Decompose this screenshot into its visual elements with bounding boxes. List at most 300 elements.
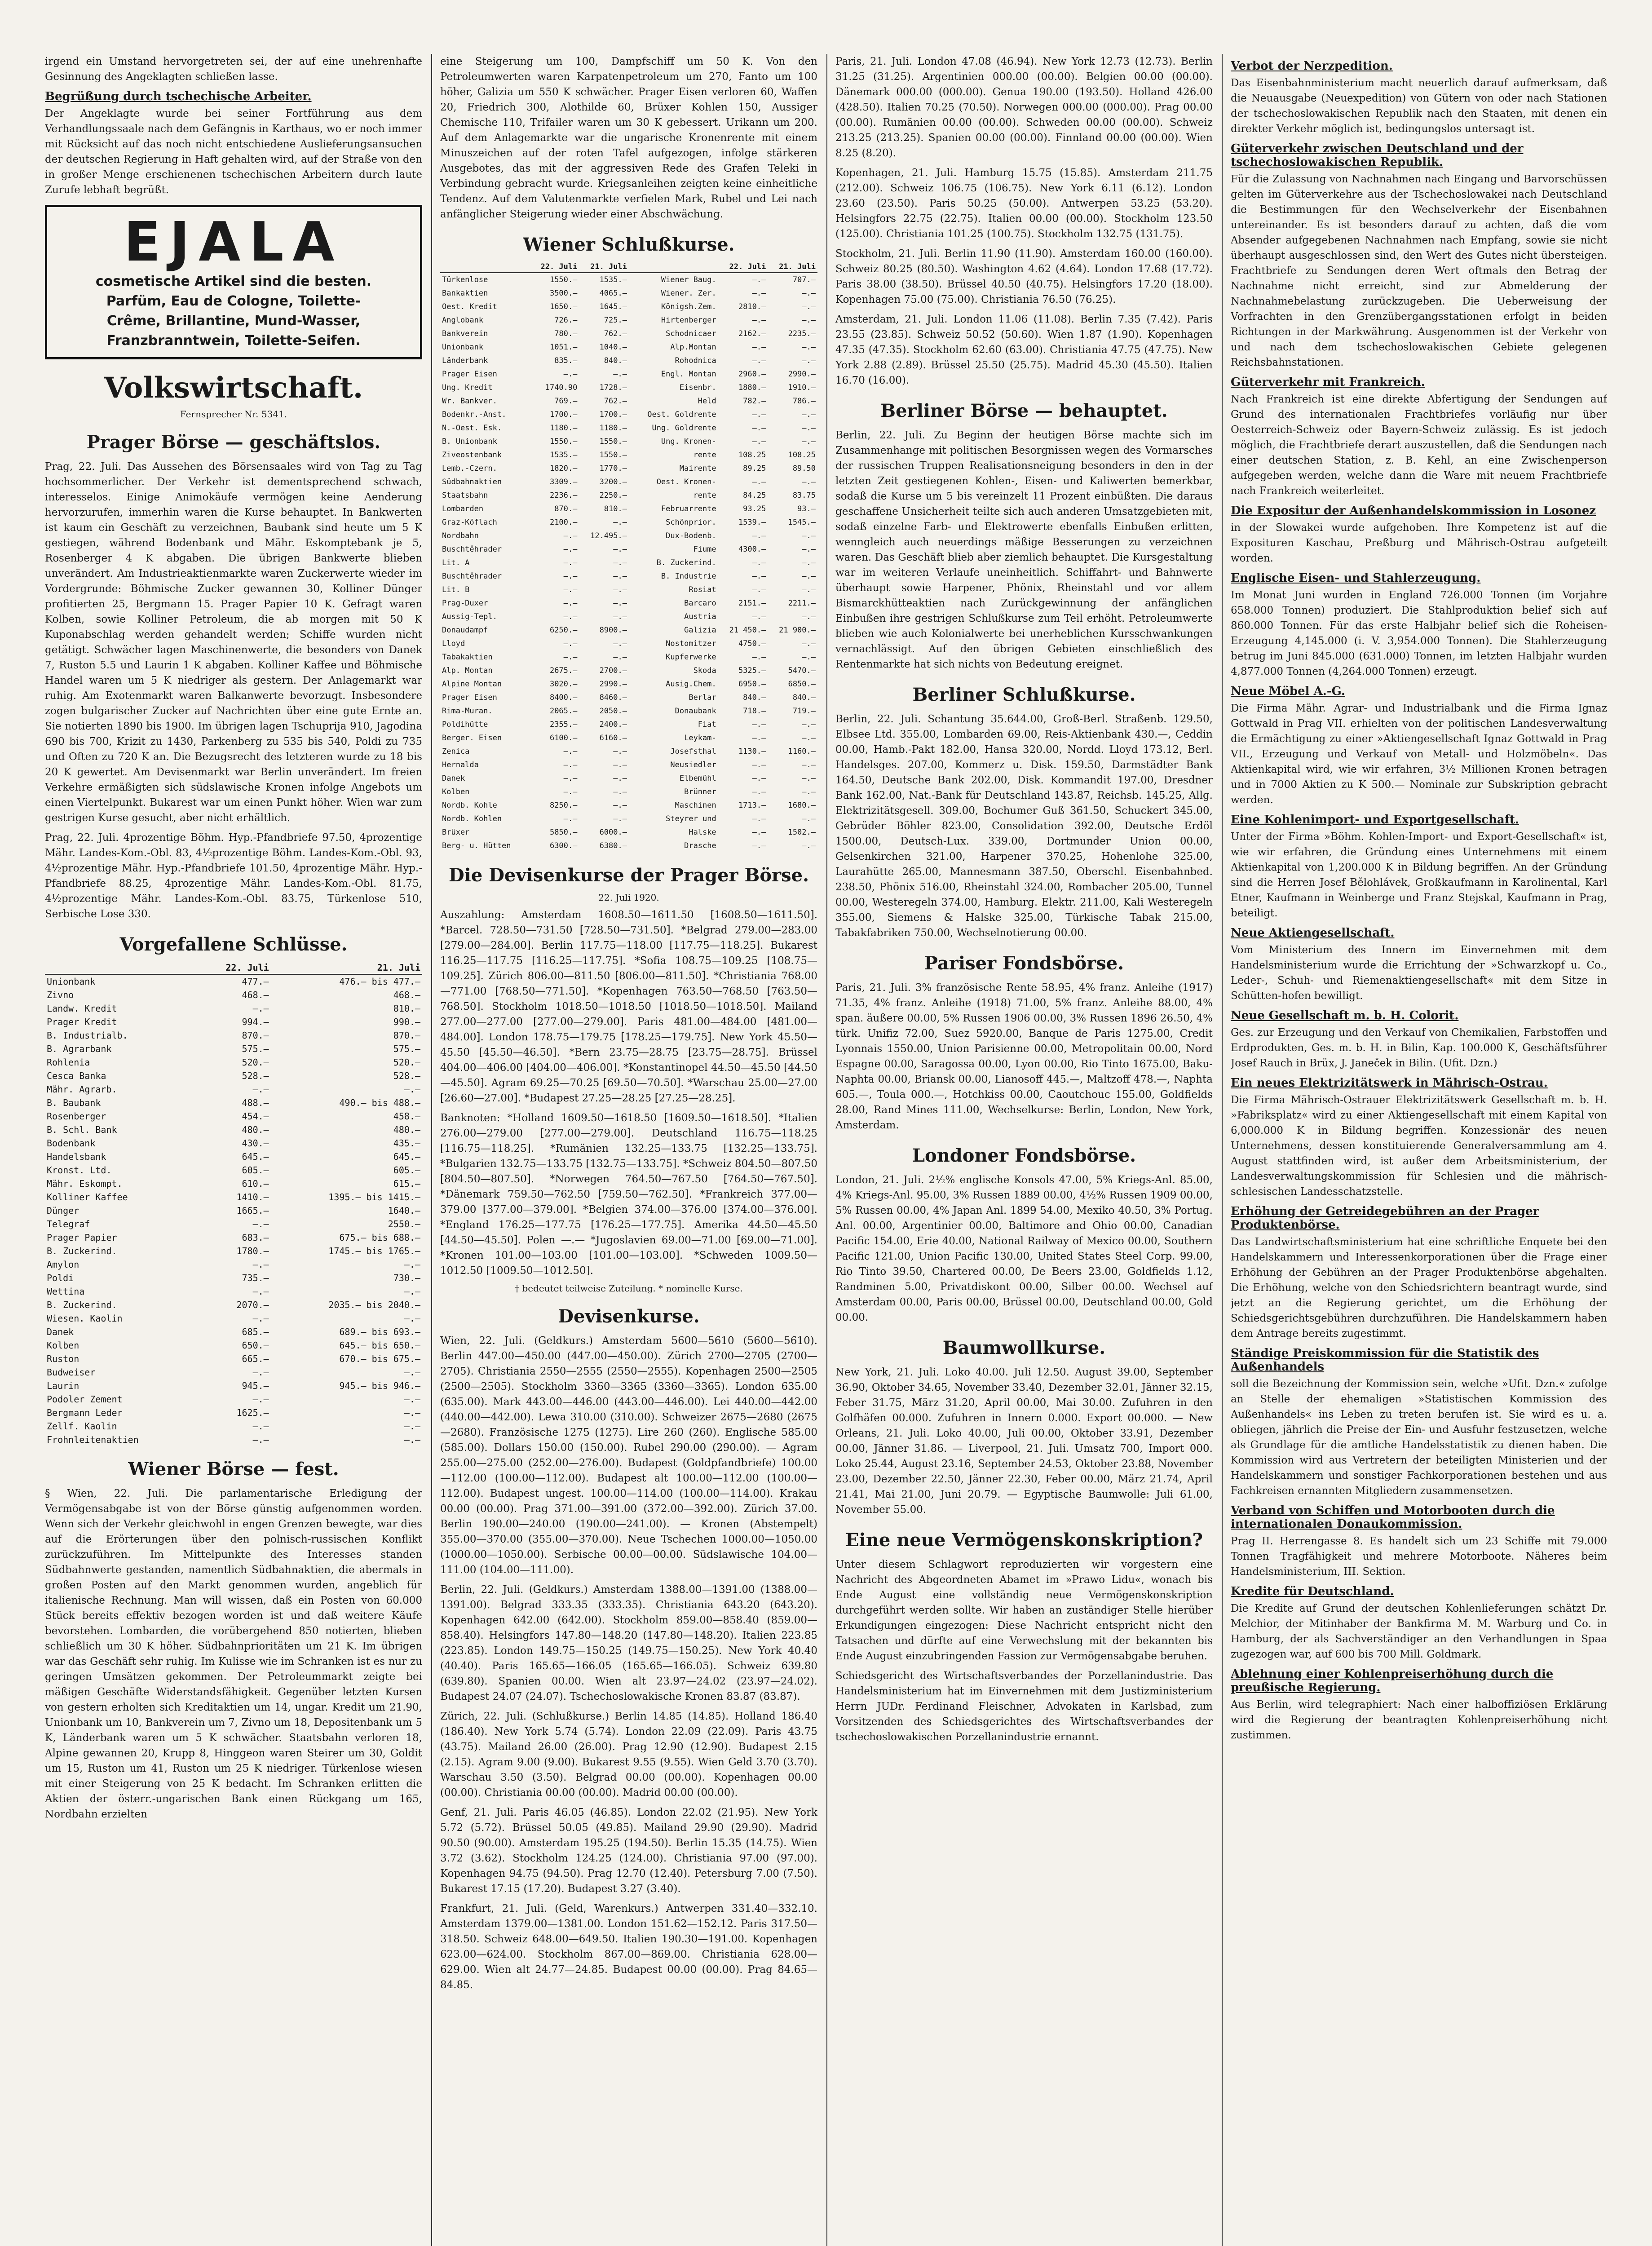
konskription-text: Unter diesem Schlagwort reproduzierten wir vorgestern eine Nachricht des Abgeordneten Abamet im »Prawo Lidu«, wonach bis Ende August eine vollständig neue Vermögenskonskription durchgeführt werden sollte. Wir haben an zuständiger Stelle hierüber Erkundigungen eingezogen: Diese Nachricht entspricht nicht den Tatsachen und dürfte auf eine Verwechslung mit der bekannten bis Ende August einzubringenden Fassion zur Vermögensabgabe beruhen. <box>835 1559 1213 1662</box>
table-cell: —.— <box>802 545 816 554</box>
table-cell: Prager Papier <box>47 1232 117 1243</box>
table-cell: Neusiedler <box>670 760 716 769</box>
table-row <box>440 597 817 610</box>
table-cell: Poldihütte <box>442 720 488 729</box>
table-cell: 488.— <box>242 1097 269 1108</box>
table-cell: 1640.— <box>388 1205 420 1216</box>
table-row <box>440 799 817 812</box>
closing-headline: Vorgefallene Schlüsse. <box>119 934 348 955</box>
table-cell: Oest. Goldrente <box>647 410 716 419</box>
pariser-headline: Pariser Fondsbörse. <box>924 953 1124 974</box>
table-cell: 477.— <box>242 976 269 987</box>
table-cell: —.— <box>563 814 578 823</box>
column-rule <box>431 54 432 2246</box>
table-cell: —.— <box>563 760 578 769</box>
table-row <box>440 664 817 677</box>
table-row <box>45 1083 422 1096</box>
table-cell: Austria <box>684 612 716 621</box>
table-row <box>440 367 817 381</box>
table-cell: 1645.— <box>599 302 627 311</box>
ad-line: Parfüm, Eau de Cologne, Toilette- <box>106 293 361 309</box>
table-row <box>45 1015 422 1029</box>
table-cell: 2675.— <box>549 666 578 675</box>
table-cell: 2035.— bis 2040.— <box>328 1300 420 1310</box>
table-cell: —.— <box>752 828 766 837</box>
table-cell: 945.— <box>242 1380 269 1391</box>
table-cell: 108.25 <box>788 451 816 460</box>
table-cell: 480.— <box>242 1124 269 1135</box>
article-headline: Neue Gesellschaft m. b. H. Colorit. <box>1231 1009 1459 1022</box>
table-cell: Handelsbank <box>47 1151 106 1162</box>
table-row <box>45 1163 422 1177</box>
table-cell: 1745.— bis 1765.— <box>328 1246 420 1256</box>
table-header-cell: 22. Juli <box>530 261 579 273</box>
intro-text: irgend ein Umstand hervorgetreten sei, der auf eine unehrenhafte Gesinnung des Angeklagten schließen lasse. <box>45 56 422 83</box>
table-row <box>45 1379 422 1393</box>
table-cell: 645.— bis 650.— <box>339 1340 420 1351</box>
table-cell: Wiener Baug. <box>661 275 716 284</box>
table-cell: Rohodnica <box>675 356 716 365</box>
table-cell: 1160.— <box>788 747 816 756</box>
table-row <box>440 462 817 475</box>
table-row <box>45 1285 422 1298</box>
table-cell: 1051.— <box>549 343 578 352</box>
article-headline: Ablehnung einer Kohlenpreiserhöhung durch die preußische Regierung. <box>1231 1667 1554 1694</box>
table-cell: —.— <box>752 787 766 796</box>
table-cell: 1820.— <box>549 464 578 473</box>
table-cell: —.— <box>802 612 816 621</box>
table-row <box>440 623 817 637</box>
table-cell: Bankaktien <box>442 289 488 298</box>
table-cell: —.— <box>802 531 816 540</box>
table-cell: —.— <box>802 356 816 365</box>
table-row <box>45 1217 422 1231</box>
kopenhagen-text: Kopenhagen, 21. Juli. Hamburg 15.75 (15.85). Amsterdam 211.75 (212.00). Schweiz 106.75 (106.75). New York 6.11 (6.12). London 23.60 (23.50). Paris 50.25 (50.00). Antwerpen 53.25 (53.20). Helsingfors 22.75 (22.75). Italien 00.00 (00.00). Stockholm 123.50 (125.00). Christiania 101.25 (100.75). Stockholm 132.75 (131.75). <box>835 167 1213 240</box>
devisen2-headline: Devisenkurse. <box>558 1306 700 1327</box>
table-cell: Buschtěhrader <box>442 572 502 581</box>
table-cell: 683.— <box>242 1232 269 1243</box>
table-cell: Zellf. Kaolin <box>47 1421 117 1432</box>
table-cell: Hernalda <box>442 760 479 769</box>
table-cell: Lit. B <box>442 585 470 594</box>
table-cell: Nordb. Kohle <box>442 801 497 810</box>
table-cell: —.— <box>802 653 816 662</box>
table-cell: 810.— <box>604 504 627 513</box>
table-cell: —.— <box>802 410 816 419</box>
table-row <box>440 543 817 556</box>
table-cell: —.— <box>752 841 766 850</box>
table-cell: 6250.— <box>549 626 578 635</box>
table-cell: 762.— <box>604 397 627 406</box>
amsterdam-text: Amsterdam, 21. Juli. London 11.06 (11.08). Berlin 7.35 (7.42). Paris 23.55 (23.85). Schweiz 50.52 (50.60). Wien 1.87 (1.90). Kopenhagen 47.35 (47.35). Stockholm 62.60 (63.00). Christiania 47.75 (47.75). New York 2.88 (2.89). Brüssel 25.50 (25.75). Madrid 45.30 (45.50). Italien 16.70 (16.00). <box>835 314 1213 386</box>
table-cell: —.— <box>563 531 578 540</box>
table-row <box>45 1029 422 1042</box>
table-cell: —.— <box>802 787 816 796</box>
table-cell: 780.— <box>554 329 578 338</box>
table-row <box>440 287 817 300</box>
table-cell: Rosenberger <box>47 1111 106 1122</box>
table-cell: 1550.— <box>599 451 627 460</box>
table-cell: 490.— bis 488.— <box>339 1097 420 1108</box>
table-cell: Dux-Bodenb. <box>666 531 716 540</box>
table-cell: Berger. Eisen <box>442 734 502 743</box>
table-cell: N.-Oest. Esk. <box>442 424 502 433</box>
table-cell: Nordb. Kohlen <box>442 814 502 823</box>
table-row <box>45 1271 422 1285</box>
table-row <box>440 570 817 583</box>
table-row <box>440 704 817 718</box>
table-cell: 6100.— <box>549 734 578 743</box>
table-cell: —.— <box>752 572 766 581</box>
table-cell: rente <box>693 451 716 460</box>
table-cell: Oest. Kronen- <box>656 477 716 486</box>
prague-text: Prag, 22. Juli. Das Aussehen des Börsensaales wird von Tag zu Tag hochsommerlicher. Der Verkehr ist dementsprechend schwach, interesselos. Einige Animokäufe vermögen keine Aenderung hervorzurufen, immerhin waren die Kurse behauptet. In Bankwerten ist kaum ein Geschäft zu verzeichnen, Baubank sind heute um 5 K gestiegen, während Bodenbank und Mähr. Eskomptebank je 5, Rosenberger 4 K abgaben. Die übrigen Bankwerte blieben unverändert. Am Industrieaktienmarkte waren Zuckerwerte wieder im Vordergrunde: Böhmische Zucker gewannen 30, Kolliner Dünger profitierten 25, Bergmann 15. Prager Papier 10 K. Gefragt waren Kolben, sowie Kolliner Petroleum, die ab morgen mit 50 K Kuponabschlag werden gehandelt werden; Schiffe wurden nicht getätigt. Schwächer lagen Maschinenwerte, die besonders von Danek 7, Ruston 5.5 und Laurin 1 K abgaben. Kolliner Kaffee und Böhmische Handel waren um 5 K niedriger als gestern. Der Anlagemarkt war ruhig. Am Exotenmarkt waren Balkanwerte bevorzugt. Insbesondere zogen bulgarischer Zucker auf Nachrichten über eine gute Ernte an. Sie notierten 1890 bis 1900. Im übrigen lagen Tschuprija 910, Jagodina 690 bis 700, Krizit zu 1430, Parkenberg zu 535 bis 540, Poldi zu 735 und Often zu 720 K an. Die Bezugsrecht des letzteren wurde zu 18 bis 20 K gewertet. Am Devisenmarkt war Berlin unverändert. Im freien Verkehre ermäßigten sich südslawische Kronen infolge Angebots um einen Viertelpunkt. Bukarest war um einen Punkt höher. Wien war zum gestrigen Kurse gesucht, aber nicht erhältlich. <box>45 461 422 824</box>
article-headline: Ständige Preiskommission für die Statistik des Außenhandels <box>1231 1347 1539 1374</box>
table-cell: 435.— <box>393 1138 420 1149</box>
table-cell: 6380.— <box>599 841 627 850</box>
table-cell: 2990.— <box>599 680 627 689</box>
table-cell: —.— <box>802 841 816 850</box>
table-cell: 840.— <box>792 693 816 702</box>
table-cell: 2236.— <box>549 491 578 500</box>
table-cell: 945.— bis 946.— <box>339 1380 420 1391</box>
table-cell: 2250.— <box>599 491 627 500</box>
table-cell: —.— <box>752 734 766 743</box>
table-cell: —.— <box>802 302 816 311</box>
schiedsgericht-text: Schiedsgericht des Wirtschaftsverbandes der Porzellanindustrie. Das Handelsministerium hat im Einvernehmen mit dem Justizministerium Herrn JUDr. Ferdinand Fleischner, Advokaten in Karlsbad, zum Vorsitzenden des Schiedsgerichtes des Wirtschaftsverbandes der tschechoslowakischen Porzellanindustrie ernannt. <box>835 1670 1213 1743</box>
table-cell: —.— <box>563 370 578 379</box>
table-cell: 1550.— <box>549 275 578 284</box>
table-cell: rente <box>693 491 716 500</box>
table-cell: Leykam- <box>684 734 716 743</box>
table-cell: 1665.— <box>236 1205 269 1216</box>
table-cell: 8400.— <box>549 693 578 702</box>
table-cell: 1535.— <box>599 275 627 284</box>
table-cell: 2050.— <box>599 707 627 716</box>
table-cell: 1625.— <box>236 1407 269 1418</box>
table-cell: —.— <box>252 1219 269 1229</box>
table-cell: 3309.— <box>549 477 578 486</box>
table-row <box>45 1258 422 1271</box>
table-cell: Held <box>698 397 716 406</box>
table-cell: Rima-Muran. <box>442 707 493 716</box>
table-cell: 520.— <box>393 1057 420 1068</box>
table-cell: Brüxer <box>442 828 470 837</box>
table-cell: —.— <box>802 572 816 581</box>
table-cell: 8900.— <box>599 626 627 635</box>
table-row <box>440 610 817 623</box>
table-row <box>45 1244 422 1258</box>
table-cell: 1395.— bis 1415.— <box>328 1192 420 1203</box>
table-cell: 1180.— <box>599 424 627 433</box>
table-cell: —.— <box>802 814 816 823</box>
table-cell: —.— <box>563 774 578 783</box>
table-cell: —.— <box>802 760 816 769</box>
table-cell: 1700.— <box>599 410 627 419</box>
table-cell: 5470.— <box>788 666 816 675</box>
table-cell: —.— <box>752 653 766 662</box>
table-cell: —.— <box>563 572 578 581</box>
table-cell: 2700.— <box>599 666 627 675</box>
table-cell: Engl. Montan <box>661 370 716 379</box>
table-row <box>440 691 817 704</box>
table-cell: —.— <box>752 343 766 352</box>
table-cell: 430.— <box>242 1138 269 1149</box>
table-row <box>45 1177 422 1190</box>
table-cell: —.— <box>252 1434 269 1445</box>
article-headline: Eine Kohlenimport- und Exportgesellschaft. <box>1231 813 1519 827</box>
vienna-cont-text: eine Steigerung um 100, Dampfschiff um 50 K. Von den Petroleumwerten waren Karpatenpetroleum um 270, Fanto um 100 höher, Galizia um 550 K schwächer. Prager Eisen verloren 60, Waffen 20, Friedrich 300, Alothilde 60, Brüxer Kohlen 150, Aussiger Chemische 110, Trifailer waren um 30 K gebessert. Urikann um 200. Auf dem Anlagemarkte war die ungarische Kronenrente mit einem Minuszeichen auf der roten Tafel aufgezogen, infolge stärkeren Ausgebotes, das mit der aggressiven Rede des Grafen Teleki in Verbindung gebracht wurde. Kriegsanleihen zeigten keine einheitliche Tendenz. Auf dem Valutenmarkte verfielen Mark, Rubel und Lei nach anfänglicher Steigerung wieder einer Abschwächung. <box>440 56 817 220</box>
table-cell: —.— <box>802 477 816 486</box>
table-cell: Hirtenberger <box>661 316 716 325</box>
table-cell: —.— <box>613 612 627 621</box>
table-cell: 468.— <box>393 990 420 1000</box>
table-cell: 575.— <box>393 1043 420 1054</box>
table-cell: B. Industrialb. <box>47 1030 128 1041</box>
table-cell: —.— <box>404 1394 420 1405</box>
table-cell: B. Schl. Bank <box>47 1124 117 1135</box>
table-cell: Dünger <box>47 1205 80 1216</box>
table-cell: —.— <box>613 545 627 554</box>
table-cell: 1550.— <box>549 437 578 446</box>
table-cell: —.— <box>613 585 627 594</box>
vienna-close-headline: Wiener Schlußkurse. <box>523 234 735 255</box>
table-cell: 1680.— <box>788 801 816 810</box>
article-text: Im Monat Juni wurden in England 726.000 Tonnen (im Vorjahre 658.000 Tonnen) produziert. Die Stahlproduktion belief sich auf 860.000 Tonnen. Für das erste Halbjahr belief sich die Roheisen-Erzeugung 4,145.000 (i. V. 3,954.000 Tonnen). Die Stahlerzeugung betrug im Juni 845.000 (631.000) Tonnen, im letzten Halbjahr wurden 4,877.000 Tonnen (4,264.000 Tonnen) erzeugt. <box>1231 589 1607 677</box>
table-cell: Alp.Montan <box>670 343 716 352</box>
table-cell: —.— <box>252 1286 269 1297</box>
table-cell: Bodenbank <box>47 1138 96 1149</box>
table-row <box>440 448 817 462</box>
table-cell: Prag-Duxer <box>442 599 488 608</box>
stockholm-text: Stockholm, 21. Juli. Berlin 11.90 (11.90). Amsterdam 160.00 (160.00). Schweiz 80.25 (80.50). Washington 4.62 (4.64). London 17.68 (17.72). Paris 38.00 (38.50). Brüssel 40.50 (40.75). Helsingfors 17.20 (18.00). Kopenhagen 75.00 (75.00). Christiania 76.50 (76.25). <box>835 248 1213 305</box>
table-cell: —.— <box>802 774 816 783</box>
article-headline: Ein neues Elektrizitätswerk in Mährisch-Ostrau. <box>1231 1076 1548 1090</box>
table-cell: 870.— <box>393 1030 420 1041</box>
table-cell: 2235.— <box>788 329 816 338</box>
table-cell: Cesca Banka <box>47 1070 106 1081</box>
table-cell: Nostomitzer <box>666 639 716 648</box>
table-cell: 458.— <box>393 1111 420 1122</box>
table-cell: 1880.— <box>738 383 766 392</box>
table-cell: 1040.— <box>599 343 627 352</box>
table-cell: 719.— <box>792 707 816 716</box>
table-cell: 2810.— <box>738 302 766 311</box>
article-text: Prag II. Herrengasse 8. Es handelt sich um 23 Schiffe mit 79.000 Tonnen Tragfähigkeit und mehrere Motorboote. Näheres beim Handelsministerium, III. Sektion. <box>1231 1535 1607 1578</box>
table-row <box>440 556 817 570</box>
table-cell: —.— <box>613 653 627 662</box>
table-cell: —.— <box>252 1313 269 1324</box>
table-cell: B. Baubank <box>47 1097 101 1108</box>
table-cell: Laurin <box>47 1380 80 1391</box>
table-row <box>440 300 817 314</box>
article-headline: Verband von Schiffen und Motorbooten durch die internationalen Donaukommission. <box>1231 1504 1555 1531</box>
table-cell: 1780.— <box>236 1246 269 1256</box>
konskription-headline: Eine neue Vermögenskonskription? <box>845 1530 1203 1551</box>
table-cell: —.— <box>802 437 816 446</box>
table-cell: —.— <box>613 774 627 783</box>
table-row <box>440 381 817 394</box>
table-row <box>45 1056 422 1069</box>
table-cell: 645.— <box>242 1151 269 1162</box>
table-cell: Kolben <box>47 1340 80 1351</box>
table-cell: 6000.— <box>599 828 627 837</box>
vienna-headline: Wiener Börse — fest. <box>128 1459 339 1480</box>
column-1 <box>45 54 422 2246</box>
table-cell: Telegraf <box>47 1219 90 1229</box>
footnote: † bedeutet teilweise Zuteilung. * nominelle Kurse. <box>515 1283 743 1294</box>
table-cell: Ung. Goldrente <box>652 424 716 433</box>
table-cell: 1700.— <box>549 410 578 419</box>
newspaper-page <box>45 54 1607 2246</box>
table-cell: 615.— <box>393 1178 420 1189</box>
table-cell: 605.— <box>393 1165 420 1176</box>
table-cell: 675.— bis 688.— <box>339 1232 420 1243</box>
table-cell: 4065.— <box>599 289 627 298</box>
table-row <box>45 1325 422 1339</box>
table-cell: 12.495.— <box>590 531 627 540</box>
article-headline: Verbot der Nerzpedition. <box>1231 59 1393 73</box>
table-cell: Prager Kredit <box>47 1017 117 1027</box>
table-row <box>45 1042 422 1056</box>
table-cell: Februarrente <box>661 504 716 513</box>
devisen-berlin-text: Berlin, 22. Juli. (Geldkurs.) Amsterdam 1388.00—1391.00 (1388.00—1391.00). Belgrad 333.35 (333.35). Christiania 643.20 (643.20). Kopenhagen 642.00 (642.00). Stockholm 859.00—858.40 (859.00—858.40). Helsingfors 147.80—148.20 (147.80—148.20). Italien 223.85 (223.85). London 149.75—150.25 (149.75—150.25). New York 40.40 (40.40). Paris 165.65—166.05 (165.65—166.05). Schweiz 639.80 (639.80). Spanien 00.00. Wien alt 23.97—24.02 (23.97—24.02). Budapest 24.07 (24.07). Tschechoslowakische Kronen 83.87 (83.87). <box>440 1584 817 1702</box>
table-cell: —.— <box>752 275 766 284</box>
table-row <box>45 1204 422 1217</box>
table-cell: Podoler Zement <box>47 1394 123 1405</box>
table-cell: 670.— bis 675.— <box>339 1353 420 1364</box>
table-cell: —.— <box>563 787 578 796</box>
table-row <box>45 1366 422 1379</box>
table-cell: Kolben <box>442 787 470 796</box>
article-text: Die Firma Mähr. Agrar- und Industrialbank und die Firma Ignaz Gottwald in Prag VII. erhielten von der politischen Landesverwaltung die Ermächtigung zu einer »Aktiengesellschaft Ignaz Gottwald in Prag VII., Erzeugung und Verkauf von Metall- und Holzmöbeln«. Das Aktienkapital wird, wie wir erfahren, 3½ Millionen Kronen betragen und in 7000 Aktien zu K 500.— Nominale zur Subskription gebracht werden. <box>1231 703 1607 806</box>
table-row <box>440 502 817 516</box>
table-cell: Rohlenia <box>47 1057 90 1068</box>
london-headline: Londoner Fondsbörse. <box>912 1145 1136 1166</box>
ad-line: Crême, Brillantine, Mund-Wasser, <box>106 313 361 329</box>
table-cell: 528.— <box>242 1070 269 1081</box>
table-cell: Eisenbr. <box>679 383 716 392</box>
table-cell: 1539.— <box>738 518 766 527</box>
table-cell: 5850.— <box>549 828 578 837</box>
article-text: Für die Zulassung von Nachnahmen nach Eingang und Barvorschüssen gelten im Güterverkehre aus der Tschechoslowakei nach Deutschland die Bestimmungen für den Wechselverkehr der Eisenbahnen untereinander. Es ist besonders darauf zu achten, daß die vom Absender aufgegebenen Nachnahmen nach Empfang, sowie sie nicht überhaupt ausgeschlossen sind, den Wert des Gutes nicht übersteigen. Frachtbriefe zu Sendungen deren Wert oftmals den Betrag der Nachnahme nicht erreicht, sind zur Abmelderung der Nachnahmebelastung zurückzugeben. Die Ueberweisung der Vorfrachten in den Grenzübergangsstationen erfolgt in beiden Richtungen in der Markwährung. Ausgenommen ist der Verkehr von und nach dem tschechoslowakischen Gebiete gelegenen Reichsbahnstationen. <box>1231 173 1607 368</box>
table-row <box>45 1096 422 1110</box>
table-row <box>440 314 817 327</box>
table-cell: Galizia <box>684 626 716 635</box>
paris-text: Paris, 21. Juli. London 47.08 (46.94). New York 12.73 (12.73). Berlin 31.25 (31.25). Argentinien 000.00 (00.00). Belgien 00.00 (00.00). Dänemark 000.00 (000.00). Genua 190.00 (193.50). Holland 426.00 (428.50). Italien 70.25 (70.50). Norwegen 000.00 (000.00). Prag 00.00 (00.00). Rumänien 00.00 (00.00). Schweden 00.00 (00.00). Schweiz 213.25 (213.25). Spanien 00.00 (00.00). Finnland 00.00 (00.00). Wien 8.25 (8.20). <box>835 56 1213 159</box>
table-cell: —.— <box>613 801 627 810</box>
table-cell: Poldi <box>47 1273 74 1283</box>
table-header-cell: 21. Juli <box>579 261 629 273</box>
table-cell: 1180.— <box>549 424 578 433</box>
table-cell: —.— <box>613 787 627 796</box>
table-cell: Oest. Kredit <box>442 302 497 311</box>
table-cell: 93.— <box>797 504 816 513</box>
table-cell: —.— <box>613 572 627 581</box>
table-cell: Unionbank <box>442 343 484 352</box>
section-subtitle: Fernsprecher Nr. 5341. <box>180 409 287 420</box>
table-cell: —.— <box>404 1367 420 1378</box>
table-cell: 730.— <box>393 1273 420 1283</box>
table-cell: Ziveostenbank <box>442 451 502 460</box>
table-cell: 840.— <box>604 356 627 365</box>
table-cell: Ung. Kronen- <box>661 437 716 446</box>
table-row <box>440 839 817 853</box>
devisen-zurich-text: Zürich, 22. Juli. (Schlußkurse.) Berlin 14.85 (14.85). Holland 186.40 (186.40). New York 5.74 (5.74). London 22.09 (22.09). Paris 43.75 (43.75). Mailand 26.00 (26.00). Prag 12.90 (12.90). Budapest 2.15 (2.15). Agram 9.00 (9.00). Bukarest 9.55 (9.55). Wien Geld 3.70 (3.70). Warschau 3.50 (3.50). Belgrad 00.00 (00.00). Kopenhagen 00.00 (00.00). Christiania 00.00 (00.00). Madrid 00.00 (00.00). <box>440 1711 817 1799</box>
table-cell: —.— <box>752 531 766 540</box>
table-cell: —.— <box>802 316 816 325</box>
table-cell: —.— <box>752 585 766 594</box>
table-cell: Lemb.-Czern. <box>442 464 497 473</box>
ad-title: EJALA <box>124 211 344 274</box>
table-cell: 21 450.— <box>729 626 766 635</box>
baumwoll-text: New York, 21. Juli. Loko 40.00. Juli 12.50. August 39.00, September 36.90, Oktober 34.65, November 33.40, Dezember 32.01, Jänner 32.15, Feber 31.75, März 31.20, April 00.00, Mai 30.00. Zufuhren in den Golfhäfen 00.000. Zufuhren in Innern 0.000. Export 00.000. — New Orleans, 21. Juli. Loko 40.00, Juli 00.00, Oktober 33.91, Dezember 00.00, Jänner 31.86. — Liverpool, 21. Juli. Umsatz 700, Import 000. Loko 25.44, August 23.16, September 24.53, Oktober 23.88, November 23.00, Dezember 22.50, Jänner 22.30, Feber 00.00, März 21.74, April 21.41, Mai 21.00, Juni 20.79. — Egyptische Baumwolle: Juli 61.00, November 55.00. <box>835 1366 1213 1516</box>
table-row <box>45 1110 422 1123</box>
table-cell: —.— <box>252 1367 269 1378</box>
table-cell: Lloyd <box>442 639 465 648</box>
table-cell: 1502.— <box>788 828 816 837</box>
table-cell: B. Agrarbank <box>47 1043 112 1054</box>
table-row <box>45 1419 422 1433</box>
berlin-close-text: Berlin, 22. Juli. Schantung 35.644.00, Groß-Berl. Straßenb. 129.50, Elbsee Ltd. 355.00, Lombarden 69.00, Reis-Aktienbank 430.—, Ceddin 00.00, Hamb.-Pakt 182.00, Hansa 320.00, Nordd. Lloyd 173.12, Berl. Handelsges. 207.00, Kommerz u. Disk. 159.50, Darmstädter Bank 164.50, Deutsche Bank 202.00, Disk. Kommandit 197.00, Dresdner Bank 162.00, Nat.-Bank für Deutschland 143.87, Reichsb. 145.25, Allg. Elektrizitätsgesell. 309.00, Bochumer Guß 361.50, Schuckert 345.00, Gebrüder Böhler 823.00, Consolidation 392.00, Deutsche Erdöl 1500.00, Deutsch-Lux. 339.00, Dortmunder Union 00.00, Gelsenkirchen 321.00, Harpener 370.25, Hohenlohe 325.00, Laurahütte 265.00, Mannesmann 387.50, Oberschl. Eisenbahnbed. 238.50, Phönix 516.00, Rheinstahl 324.00, Rombacher 205.00, Tunnel 00.00, Westeregeln 374.00, Hamburg. Elektr. 211.00, Kali Westeregeln 355.00, Siemens & Halske 325.00, Türkische Tabak 215.00, Tabakfabriken 750.00, Wechselnotierung 00.00. <box>835 713 1213 939</box>
table-cell: 610.— <box>242 1178 269 1189</box>
table-row <box>440 327 817 340</box>
table-cell: 3200.— <box>599 477 627 486</box>
article-headline: Güterverkehr mit Frankreich. <box>1231 376 1425 389</box>
table-row <box>45 1352 422 1366</box>
table-cell: Ung. Kredit <box>442 383 493 392</box>
table-cell: 6300.— <box>549 841 578 850</box>
vienna-text: § Wien, 22. Juli. Die parlamentarische Erledigung der Vermögensabgabe ist von der Börse günstig aufgenommen worden. Wenn sich der Verkehr gleichwohl in engen Grenzen bewegte, war dies auf die Erörterungen über den polnisch-russischen Konflikt zurückzuführen. Im Mittelpunkte des Interesses standen Südbahnwerte gestanden, namentlich Südbahnaktien, die abermals in großen Posten auf den Markt genommen wurden, angeblich für italienische Rechnung. Man will wissen, daß ein Posten von 60.000 Stück bereits effektiv bezogen worden ist und daß weitere Käufe bevorstehen. Lombarden, die vorübergehend 850 notierten, blieben schließlich um 30 K höher. Südbahnprioritäten um 21 K. Im übrigen war das Geschäft sehr ruhig. Im Kulisse wie im Schranken ist es nur zu geringen Umsätzen gekommen. Der Petroleummarkt zeigte bei mäßigen Geschäfte Widerstandsfähigkeit. Gegenüber letzten Kursen von gestern erholten sich Kreditaktien um 14, ungar. Kredit um 21.90, Unionbank um 10, Bankverein um 7, Zivno um 18, Depositenbank um 5 K, Länderbank waren um 5 K schwächer. Staatsbahn verloren 18, Alpine gewannen 20, Krupp 8, Hinggeon waren Steirer um 30, Goldit um 15, Ruston um 41, Ruston um 25 K niedriger. Türkenlose wiesen mit einer Steigerung von 25 K bedacht. Im Schranken erlitten die Aktien der österr.-ungarischen Bank einen Rückgang um 165, Nordbahn erzielten <box>45 1488 422 1820</box>
table-cell: Ruston <box>47 1353 80 1364</box>
table-cell: 2960.— <box>738 370 766 379</box>
table-cell: Zenica <box>442 747 470 756</box>
table-cell: Türkenlose <box>442 275 488 284</box>
table-cell: Berg- u. Hütten <box>442 841 511 850</box>
table-header-cell: 21. Juli <box>271 961 422 974</box>
table-cell: —.— <box>802 424 816 433</box>
table-cell: B. Zuckerind. <box>656 558 716 567</box>
table-cell: 3500.— <box>549 289 578 298</box>
table-cell: —.— <box>752 424 766 433</box>
table-cell: Bodenkr.-Anst. <box>442 410 507 419</box>
table-cell: Schönprior. <box>666 518 716 527</box>
table-cell: 5325.— <box>738 666 766 675</box>
table-cell: 93.25 <box>743 504 766 513</box>
table-row <box>45 1136 422 1150</box>
table-cell: 84.25 <box>743 491 766 500</box>
table-cell: B. Zuckerind. <box>47 1300 117 1310</box>
table-cell: —.— <box>252 1259 269 1270</box>
table-header-cell <box>629 261 718 273</box>
table-cell: Zivno <box>47 990 74 1000</box>
table-row <box>440 650 817 664</box>
table-cell: —.— <box>752 612 766 621</box>
table-cell: 605.— <box>242 1165 269 1176</box>
table-cell: —.— <box>802 343 816 352</box>
ad-line: Franzbranntwein, Toilette-Seifen. <box>106 333 361 349</box>
table-cell: Barcaro <box>684 599 716 608</box>
article-text: Die Kredite auf Grund der deutschen Kohlenlieferungen schätzt Dr. Melchior, der Mitinhaber der Bankfirma M. M. Warburg und Co. in Hamburg, der als Sachverständiger an den Verhandlungen in Spaa zugezogen war, auf 600 bis 700 Mill. Goldmark. <box>1231 1603 1607 1660</box>
table-cell: 476.— bis 477.— <box>339 976 420 987</box>
table-cell: 1728.— <box>599 383 627 392</box>
article-text: Die Firma Mährisch-Ostrauer Elektrizitätswerk Gesellschaft m. b. H. »Fabriksplatz« wird zu einer Aktiengesellschaft mit einem Kapital von 6,000.000 K in Bildung begriffen. Konzessionär des neuen Unternehmens, dessen konstituierende Generalversammlung am 4. August stattfinden wird, ist außer dem Arbeitsministerium, der Landesverwaltungskommission für Schlesien und die mährisch-schlesischen Landesschatzstelle. <box>1231 1094 1607 1198</box>
table-cell: 454.— <box>242 1111 269 1122</box>
table-cell: 8250.— <box>549 801 578 810</box>
table-cell: 1410.— <box>236 1192 269 1203</box>
greeting-headline: Begrüßung durch tschechische Arbeiter. <box>45 90 312 103</box>
table-cell: —.— <box>252 1084 269 1095</box>
